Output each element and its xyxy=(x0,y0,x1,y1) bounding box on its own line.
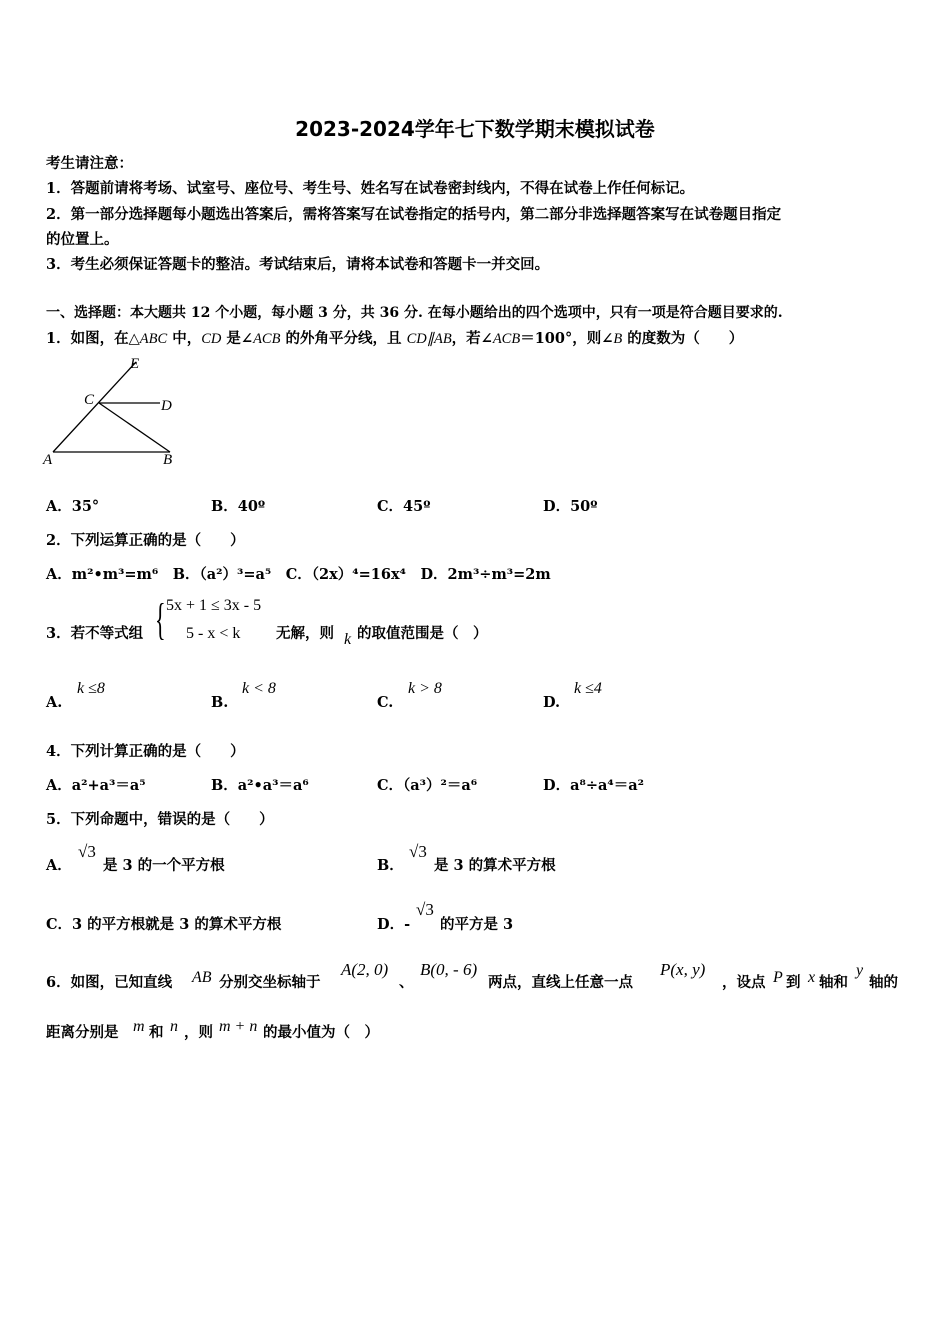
q1-figure xyxy=(40,352,190,472)
q5-option-a-text: 是 3 的一个平方根 xyxy=(103,857,225,874)
q1-stem: 1．如图，在△ABC 中，CD 是∠ACB 的外角平分线，且 CD∥AB，若∠ACB＝100°，则∠B 的度数为（ ） xyxy=(46,330,744,347)
q6-stem-d: 两点，直线上任意一点 xyxy=(488,974,633,991)
label-b: B xyxy=(163,452,173,468)
q3-option-d-value: k ≤4 xyxy=(574,680,602,697)
q1-option-c: C．45º xyxy=(377,498,431,515)
notice-item-2: 2．第一部分选择题每小题选出答案后，需将答案写在试卷指定的括号内，第二部分非选择题答案写在试卷题目指定 xyxy=(46,206,782,223)
notice-item-2-cont: 的位置上。 xyxy=(46,231,119,248)
q5-option-a-label: A． xyxy=(46,857,72,874)
label-e: E xyxy=(130,356,140,372)
q3-option-a-label: A. xyxy=(46,694,63,711)
q4-option-b: B．a²•a³＝a⁶ xyxy=(211,777,309,794)
q5-option-b-text: 是 3 的算术平方根 xyxy=(434,857,556,874)
q6-y: y xyxy=(856,962,864,979)
notice-heading: 考生请注意： xyxy=(46,155,133,172)
q5-option-b-sqrt: √3 xyxy=(409,842,427,861)
q2-stem: 2．下列运算正确的是（ ） xyxy=(46,532,245,549)
line-ae xyxy=(53,362,136,452)
q6-point-p: P(x, y) xyxy=(660,960,706,979)
q3-option-c-value: k > 8 xyxy=(408,680,442,697)
q5-stem: 5．下列命题中，错误的是（ ） xyxy=(46,811,274,828)
label-d: D xyxy=(161,398,172,414)
q6-stem-b: 分别交坐标轴于 xyxy=(219,974,321,991)
q6-ab: AB xyxy=(192,969,212,986)
q6-mn: m + n xyxy=(219,1018,258,1035)
q5-option-d-sqrt: √3 xyxy=(416,900,434,919)
label-c: C xyxy=(84,392,95,408)
q6-point-a: A(2, 0) xyxy=(341,960,389,979)
q3-option-c-label: C. xyxy=(377,694,394,711)
q4-option-d: D．a⁸÷a⁴＝a² xyxy=(543,777,644,794)
notice-item-3: 3．考生必须保证答题卡的整洁。考试结束后，请将本试卷和答题卡一并交回。 xyxy=(46,256,550,273)
q5-option-c: C．3 的平方根就是 3 的算术平方根 xyxy=(46,916,282,933)
page-title: 2023-2024学年七下数学期末模拟试卷 xyxy=(295,117,655,141)
q6-stem-h: 轴的 xyxy=(869,974,898,991)
q3-stem-a: 3．若不等式组 xyxy=(46,625,144,642)
section-heading: 一、选择题：本大题共 12 个小题，每小题 3 分，共 36 分. 在每小题给出的四个选项中，只有一项是符合题目要求的. xyxy=(46,305,783,321)
q3-option-b-value: k < 8 xyxy=(242,680,276,697)
q3-k: k xyxy=(344,631,352,648)
q3-brace: { xyxy=(155,595,166,644)
q6-point-b: B(0, - 6) xyxy=(420,960,478,979)
q6-stem-f: 到 xyxy=(786,974,801,991)
notice-item-1: 1．答题前请将考场、试室号、座位号、考生号、姓名写在试卷密封线内，不得在试卷上作任何标记。 xyxy=(46,180,695,197)
q6-line2-d: 的最小值为（ ） xyxy=(263,1024,379,1041)
q6-stem-a: 6．如图，已知直线 xyxy=(46,974,173,991)
q4-stem: 4．下列计算正确的是（ ） xyxy=(46,743,245,760)
q5-option-b-label: B． xyxy=(377,857,404,874)
q5-option-d-label: D．- xyxy=(377,916,411,933)
q5-option-d-text: 的平方是 3 xyxy=(440,916,514,933)
q4-option-a: A．a²+a³＝a⁵ xyxy=(46,777,146,794)
q5-option-a-sqrt: √3 xyxy=(78,842,96,861)
label-a: A xyxy=(43,452,53,468)
q6-m: m xyxy=(133,1018,145,1035)
q2-options: A．m²•m³=m⁶ B．（a²）³=a⁵ C．（2x）⁴=16x⁴ D．2m³÷m³=2m xyxy=(46,566,551,583)
q6-n: n xyxy=(170,1018,178,1035)
q6-line2-b: 和 xyxy=(149,1024,164,1041)
q3-line2: 5 - x < k xyxy=(186,625,241,642)
q6-p: P xyxy=(773,969,783,986)
q3-option-a-value: k ≤8 xyxy=(77,680,105,697)
q6-stem-c: 、 xyxy=(399,974,414,991)
q6-stem-g: 轴和 xyxy=(819,974,848,991)
q1-option-b: B．40º xyxy=(211,498,266,515)
q6-line2-c: ，则 xyxy=(184,1024,213,1041)
q3-stem-c: 的取值范围是（ ） xyxy=(357,625,488,642)
q1-option-d: D．50º xyxy=(543,498,598,515)
line-cb xyxy=(99,403,170,452)
q6-stem-e: ，设点 xyxy=(722,974,766,991)
q3-line1: 5x + 1 ≤ 3x - 5 xyxy=(166,597,262,614)
q3-option-b-label: B. xyxy=(211,694,229,711)
q4-option-c: C．（a³）²＝a⁶ xyxy=(377,777,478,794)
q1-option-a: A．35° xyxy=(46,498,100,515)
q6-x: x xyxy=(808,969,816,986)
q3-stem-b: 无解，则 xyxy=(276,625,334,642)
q3-option-d-label: D. xyxy=(543,694,561,711)
q6-line2-a: 距离分别是 xyxy=(46,1024,119,1041)
